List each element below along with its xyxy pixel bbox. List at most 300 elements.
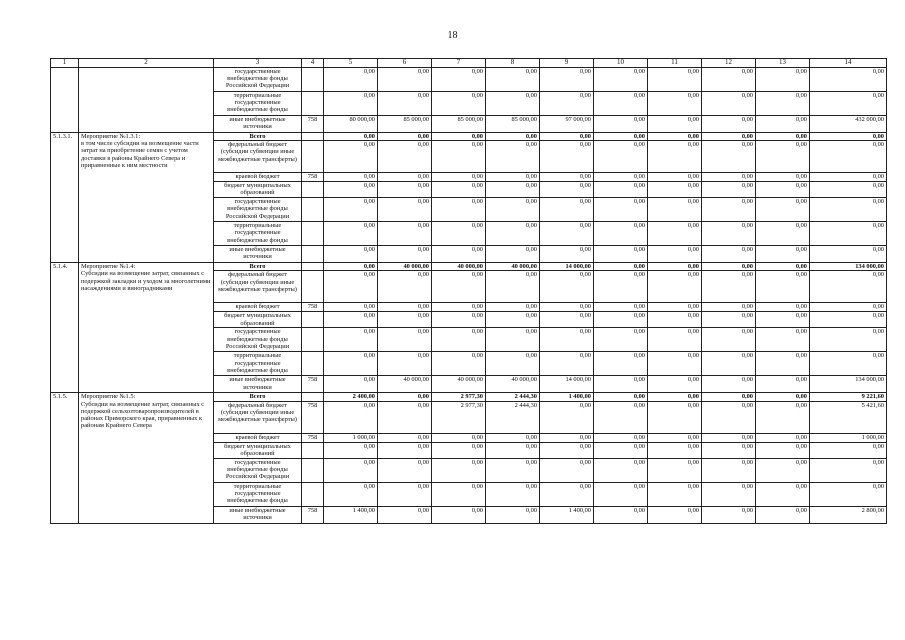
year-value: 0,00 (432, 312, 486, 328)
year-value: 0,00 (702, 173, 756, 182)
budget-code (302, 263, 324, 271)
year-value: 0,00 (486, 182, 540, 198)
funding-source: иные внебюджетные источники (214, 506, 302, 523)
year-value: 0,00 (702, 222, 756, 246)
measure-title-cell (79, 133, 214, 263)
total-value: 2 800,00 (810, 506, 887, 523)
funding-source: краевой бюджет (214, 303, 302, 312)
year-value: 0,00 (324, 133, 378, 141)
year-value: 0,00 (432, 173, 486, 182)
year-value: 0,00 (702, 303, 756, 312)
year-value: 0,00 (702, 433, 756, 442)
year-value: 0,00 (486, 68, 540, 92)
year-value: 85 000,00 (432, 116, 486, 133)
year-value: 0,00 (540, 458, 594, 482)
budget-table (50, 58, 887, 524)
column-header-10: 10 (594, 59, 648, 68)
year-value: 0,00 (378, 271, 432, 303)
year-value: 0,00 (486, 352, 540, 376)
year-value: 0,00 (540, 133, 594, 141)
year-value: 0,00 (540, 92, 594, 116)
column-header-11: 11 (648, 59, 702, 68)
year-value: 0,00 (594, 222, 648, 246)
budget-code (302, 222, 324, 246)
funding-source: Всего (214, 263, 302, 271)
year-value: 1 400,00 (540, 393, 594, 401)
total-value: 0,00 (810, 222, 887, 246)
total-value: 5 421,60 (810, 401, 887, 433)
year-value: 0,00 (324, 68, 378, 92)
column-header-8: 8 (486, 59, 540, 68)
year-value: 0,00 (486, 312, 540, 328)
year-value: 0,00 (756, 141, 810, 173)
year-value: 0,00 (648, 376, 702, 393)
year-value: 0,00 (702, 68, 756, 92)
year-value: 1 400,00 (540, 506, 594, 523)
year-value: 40 000,00 (378, 376, 432, 393)
total-value: 0,00 (810, 182, 887, 198)
year-value: 0,00 (648, 442, 702, 458)
year-value: 0,00 (540, 198, 594, 222)
year-value: 0,00 (756, 222, 810, 246)
budget-code (302, 182, 324, 198)
year-value: 0,00 (486, 442, 540, 458)
budget-code (302, 482, 324, 506)
year-value: 0,00 (324, 173, 378, 182)
year-value: 0,00 (378, 222, 432, 246)
measure-title: Мероприятие №1.4: (81, 263, 136, 271)
year-value: 0,00 (648, 393, 702, 401)
year-value: 0,00 (756, 271, 810, 303)
year-value: 0,00 (432, 92, 486, 116)
year-value: 0,00 (378, 173, 432, 182)
funding-source: федеральный бюджет (субсидии субвенции иные межбюджетные трансферты) (214, 141, 302, 173)
year-value: 0,00 (702, 506, 756, 523)
year-value: 0,00 (378, 68, 432, 92)
funding-source: государственные внебюджетные фонды Российской Федерации (214, 328, 302, 352)
year-value: 0,00 (756, 68, 810, 92)
funding-source: территориальные государственные внебюджетные фонды (214, 482, 302, 506)
year-value: 0,00 (594, 116, 648, 133)
measure-description: Субсидии на возмещение затрат, связанных с подержкой закладки и уходом за многолетними насаждениями и виноградниками (81, 270, 211, 292)
year-value: 0,00 (594, 328, 648, 352)
column-header-12: 12 (702, 59, 756, 68)
year-value: 0,00 (594, 198, 648, 222)
year-value: 0,00 (378, 312, 432, 328)
measure-title: Мероприятие №1.3.1: (81, 133, 141, 140)
budget-code (302, 92, 324, 116)
funding-source: территориальные государственные внебюджетные фонды (214, 92, 302, 116)
year-value: 0,00 (648, 173, 702, 182)
budget-code (302, 246, 324, 263)
year-value: 2 400,00 (324, 393, 378, 401)
year-value: 0,00 (540, 442, 594, 458)
year-value: 0,00 (648, 312, 702, 328)
total-value: 0,00 (810, 482, 887, 506)
year-value: 0,00 (756, 506, 810, 523)
year-value: 0,00 (486, 458, 540, 482)
budget-code: 758 (302, 506, 324, 523)
funding-source: иные внебюджетные источники (214, 376, 302, 393)
year-value: 0,00 (432, 433, 486, 442)
year-value: 0,00 (756, 116, 810, 133)
column-number-header-row (51, 59, 887, 68)
year-value: 0,00 (432, 68, 486, 92)
year-value: 0,00 (486, 482, 540, 506)
measure-number: 5.1.4. (51, 263, 79, 393)
budget-code: 758 (302, 401, 324, 433)
year-value: 0,00 (540, 482, 594, 506)
total-value: 0,00 (810, 303, 887, 312)
year-value: 0,00 (594, 458, 648, 482)
year-value: 0,00 (378, 433, 432, 442)
year-value: 0,00 (540, 182, 594, 198)
year-value: 14 000,00 (540, 263, 594, 271)
year-value: 0,00 (702, 482, 756, 506)
year-value: 0,00 (648, 141, 702, 173)
funding-source: краевой бюджет (214, 173, 302, 182)
year-value: 0,00 (648, 263, 702, 271)
year-value: 0,00 (432, 442, 486, 458)
year-value: 0,00 (702, 393, 756, 401)
year-value: 0,00 (594, 401, 648, 433)
budget-code: 758 (302, 376, 324, 393)
year-value: 0,00 (594, 393, 648, 401)
year-value: 0,00 (648, 271, 702, 303)
funding-source: бюджет муниципальных образований (214, 182, 302, 198)
year-value: 0,00 (540, 68, 594, 92)
year-value: 0,00 (648, 92, 702, 116)
funding-source: государственные внебюджетные фонды Российской Федерации (214, 68, 302, 92)
total-value: 0,00 (810, 173, 887, 182)
page-number: 18 (447, 30, 458, 41)
year-value: 0,00 (378, 92, 432, 116)
year-value: 0,00 (324, 352, 378, 376)
year-value: 0,00 (432, 141, 486, 173)
year-value: 0,00 (540, 141, 594, 173)
budget-code (302, 133, 324, 141)
year-value: 0,00 (540, 303, 594, 312)
budget-code: 758 (302, 303, 324, 312)
year-value: 0,00 (432, 482, 486, 506)
year-value: 0,00 (594, 442, 648, 458)
year-value: 0,00 (378, 303, 432, 312)
year-value: 0,00 (648, 133, 702, 141)
table-row (51, 133, 887, 141)
year-value: 0,00 (648, 328, 702, 352)
year-value: 0,00 (378, 482, 432, 506)
year-value: 0,00 (378, 328, 432, 352)
year-value: 0,00 (486, 222, 540, 246)
year-value: 0,00 (540, 401, 594, 433)
measure-number (51, 68, 79, 133)
year-value: 0,00 (540, 246, 594, 263)
year-value: 0,00 (324, 312, 378, 328)
year-value: 85 000,00 (486, 116, 540, 133)
year-value: 0,00 (594, 312, 648, 328)
column-header-13: 13 (756, 59, 810, 68)
measure-title: Мероприятие №1.5: (81, 393, 136, 401)
budget-code (302, 141, 324, 173)
year-value: 0,00 (648, 303, 702, 312)
year-value: 2 444,30 (486, 393, 540, 401)
column-header-1: 1 (51, 59, 79, 68)
total-value: 0,00 (810, 442, 887, 458)
year-value: 0,00 (486, 198, 540, 222)
year-value: 0,00 (432, 303, 486, 312)
year-value: 1 000,00 (324, 433, 378, 442)
year-value: 0,00 (648, 198, 702, 222)
year-value: 0,00 (756, 92, 810, 116)
total-value: 0,00 (810, 133, 887, 141)
total-value: 0,00 (810, 92, 887, 116)
year-value: 0,00 (648, 222, 702, 246)
measure-description: в том числе субсидии на возмещение части затрат на приобретение семян с учетом доставки в районы Крайнего Севера и приравненные к ним местности (81, 140, 199, 169)
total-value: 0,00 (810, 328, 887, 352)
total-value: 1 000,00 (810, 433, 887, 442)
year-value: 0,00 (432, 352, 486, 376)
year-value: 0,00 (486, 433, 540, 442)
measure-title-cell (79, 68, 214, 133)
measure-description: Субсидии на возмещение затрат, связанных с подержкой сельхозтоваропроизводителей в районах Приморского края, приравненных к районам Крайнего Севера (81, 400, 205, 430)
year-value: 0,00 (756, 312, 810, 328)
column-header-9: 9 (540, 59, 594, 68)
year-value: 0,00 (594, 506, 648, 523)
total-value: 0,00 (810, 68, 887, 92)
funding-source: Всего (214, 393, 302, 401)
budget-code (302, 442, 324, 458)
year-value: 0,00 (702, 328, 756, 352)
year-value: 0,00 (594, 303, 648, 312)
budget-code: 758 (302, 433, 324, 442)
measure-number: 5.1.3.1. (51, 133, 79, 263)
year-value: 2 444,30 (486, 401, 540, 433)
year-value: 0,00 (702, 401, 756, 433)
budget-code (302, 68, 324, 92)
year-value: 40 000,00 (486, 376, 540, 393)
year-value: 0,00 (324, 458, 378, 482)
year-value: 0,00 (432, 458, 486, 482)
year-value: 0,00 (378, 141, 432, 173)
year-value: 0,00 (648, 68, 702, 92)
year-value: 0,00 (702, 263, 756, 271)
year-value: 0,00 (702, 92, 756, 116)
year-value: 0,00 (540, 312, 594, 328)
year-value: 0,00 (324, 198, 378, 222)
year-value: 40 000,00 (378, 263, 432, 271)
year-value: 0,00 (756, 433, 810, 442)
funding-source: государственные внебюджетные фонды Российской Федерации (214, 458, 302, 482)
budget-code (302, 271, 324, 303)
year-value: 0,00 (594, 376, 648, 393)
year-value: 0,00 (540, 433, 594, 442)
column-header-3: 3 (214, 59, 302, 68)
year-value: 40 000,00 (486, 263, 540, 271)
year-value: 0,00 (324, 482, 378, 506)
year-value: 40 000,00 (432, 263, 486, 271)
funding-source: бюджет муниципальных образований (214, 442, 302, 458)
funding-source: федеральный бюджет (субсидии субвенции иные межбюджетные трансферты) (214, 271, 302, 303)
funding-source: краевой бюджет (214, 433, 302, 442)
year-value: 0,00 (432, 328, 486, 352)
year-value: 0,00 (432, 271, 486, 303)
year-value: 0,00 (756, 198, 810, 222)
year-value: 0,00 (702, 352, 756, 376)
year-value: 0,00 (756, 393, 810, 401)
total-value: 134 000,00 (810, 263, 887, 271)
budget-code (302, 312, 324, 328)
year-value: 0,00 (432, 182, 486, 198)
year-value: 1 400,00 (324, 506, 378, 523)
year-value: 0,00 (432, 198, 486, 222)
year-value: 0,00 (486, 141, 540, 173)
year-value: 0,00 (702, 133, 756, 141)
year-value: 0,00 (648, 352, 702, 376)
column-header-4: 4 (302, 59, 324, 68)
year-value: 0,00 (486, 328, 540, 352)
budget-code (302, 198, 324, 222)
year-value: 0,00 (702, 182, 756, 198)
funding-source: территориальные государственные внебюджетные фонды (214, 352, 302, 376)
year-value: 0,00 (594, 182, 648, 198)
year-value: 0,00 (648, 458, 702, 482)
funding-source: территориальные государственные внебюджетные фонды (214, 222, 302, 246)
budget-code (302, 328, 324, 352)
year-value: 0,00 (378, 352, 432, 376)
year-value: 0,00 (378, 246, 432, 263)
year-value: 0,00 (540, 173, 594, 182)
year-value: 0,00 (486, 271, 540, 303)
table-row (51, 263, 887, 271)
year-value: 0,00 (648, 246, 702, 263)
budget-code (302, 393, 324, 401)
year-value: 0,00 (594, 141, 648, 173)
year-value: 0,00 (486, 246, 540, 263)
year-value: 80 000,00 (324, 116, 378, 133)
column-header-6: 6 (378, 59, 432, 68)
year-value: 0,00 (540, 352, 594, 376)
measure-title-cell (79, 393, 214, 523)
total-value: 432 000,00 (810, 116, 887, 133)
year-value: 0,00 (594, 482, 648, 506)
year-value: 0,00 (540, 328, 594, 352)
measure-title-cell (79, 263, 214, 393)
year-value: 40 000,00 (432, 376, 486, 393)
total-value: 0,00 (810, 141, 887, 173)
year-value: 0,00 (756, 482, 810, 506)
year-value: 0,00 (378, 198, 432, 222)
year-value: 0,00 (378, 133, 432, 141)
year-value: 0,00 (378, 401, 432, 433)
total-value: 0,00 (810, 198, 887, 222)
year-value: 0,00 (486, 173, 540, 182)
year-value: 0,00 (432, 246, 486, 263)
total-value: 0,00 (810, 312, 887, 328)
year-value: 0,00 (486, 92, 540, 116)
year-value: 0,00 (486, 303, 540, 312)
year-value: 0,00 (324, 401, 378, 433)
year-value: 0,00 (594, 263, 648, 271)
total-value: 0,00 (810, 271, 887, 303)
year-value: 0,00 (756, 352, 810, 376)
table-body (51, 59, 887, 524)
year-value: 0,00 (378, 506, 432, 523)
year-value: 0,00 (756, 182, 810, 198)
year-value: 0,00 (702, 141, 756, 173)
year-value: 0,00 (432, 506, 486, 523)
year-value: 0,00 (756, 376, 810, 393)
year-value: 0,00 (594, 433, 648, 442)
year-value: 0,00 (648, 116, 702, 133)
year-value: 0,00 (324, 222, 378, 246)
budget-code: 758 (302, 116, 324, 133)
total-value: 0,00 (810, 246, 887, 263)
year-value: 0,00 (756, 133, 810, 141)
funding-source: Всего (214, 133, 302, 141)
budget-code (302, 352, 324, 376)
year-value: 0,00 (486, 506, 540, 523)
column-header-7: 7 (432, 59, 486, 68)
year-value: 0,00 (432, 133, 486, 141)
year-value: 0,00 (702, 312, 756, 328)
year-value: 0,00 (324, 182, 378, 198)
year-value: 0,00 (594, 352, 648, 376)
year-value: 0,00 (756, 246, 810, 263)
year-value: 0,00 (756, 401, 810, 433)
year-value: 97 000,00 (540, 116, 594, 133)
year-value: 0,00 (594, 133, 648, 141)
column-header-5: 5 (324, 59, 378, 68)
year-value: 2 977,30 (432, 393, 486, 401)
year-value: 0,00 (324, 141, 378, 173)
year-value: 0,00 (324, 376, 378, 393)
year-value: 0,00 (594, 271, 648, 303)
total-value: 134 000,00 (810, 376, 887, 393)
budget-code (302, 458, 324, 482)
year-value: 0,00 (756, 458, 810, 482)
year-value: 0,00 (324, 246, 378, 263)
funding-source: федеральный бюджет (субсидии субвенции иные межбюджетные трансферты) (214, 401, 302, 433)
year-value: 0,00 (702, 271, 756, 303)
year-value: 0,00 (324, 92, 378, 116)
year-value: 0,00 (756, 442, 810, 458)
column-header-14: 14 (810, 59, 887, 68)
year-value: 0,00 (648, 433, 702, 442)
year-value: 0,00 (648, 182, 702, 198)
year-value: 0,00 (594, 246, 648, 263)
year-value: 0,00 (702, 442, 756, 458)
column-header-2: 2 (79, 59, 214, 68)
funding-source: государственные внебюджетные фонды Российской Федерации (214, 198, 302, 222)
year-value: 0,00 (648, 506, 702, 523)
table-row (51, 68, 887, 92)
budget-code: 758 (302, 173, 324, 182)
year-value: 0,00 (324, 303, 378, 312)
year-value: 0,00 (756, 303, 810, 312)
year-value: 0,00 (594, 68, 648, 92)
year-value: 0,00 (702, 246, 756, 263)
year-value: 0,00 (756, 173, 810, 182)
year-value: 0,00 (324, 328, 378, 352)
year-value: 0,00 (540, 271, 594, 303)
year-value: 0,00 (702, 198, 756, 222)
year-value: 0,00 (378, 442, 432, 458)
year-value: 0,00 (702, 376, 756, 393)
funding-source: бюджет муниципальных образований (214, 312, 302, 328)
funding-source: иные внебюджетные источники (214, 116, 302, 133)
year-value: 0,00 (378, 393, 432, 401)
year-value: 0,00 (324, 442, 378, 458)
